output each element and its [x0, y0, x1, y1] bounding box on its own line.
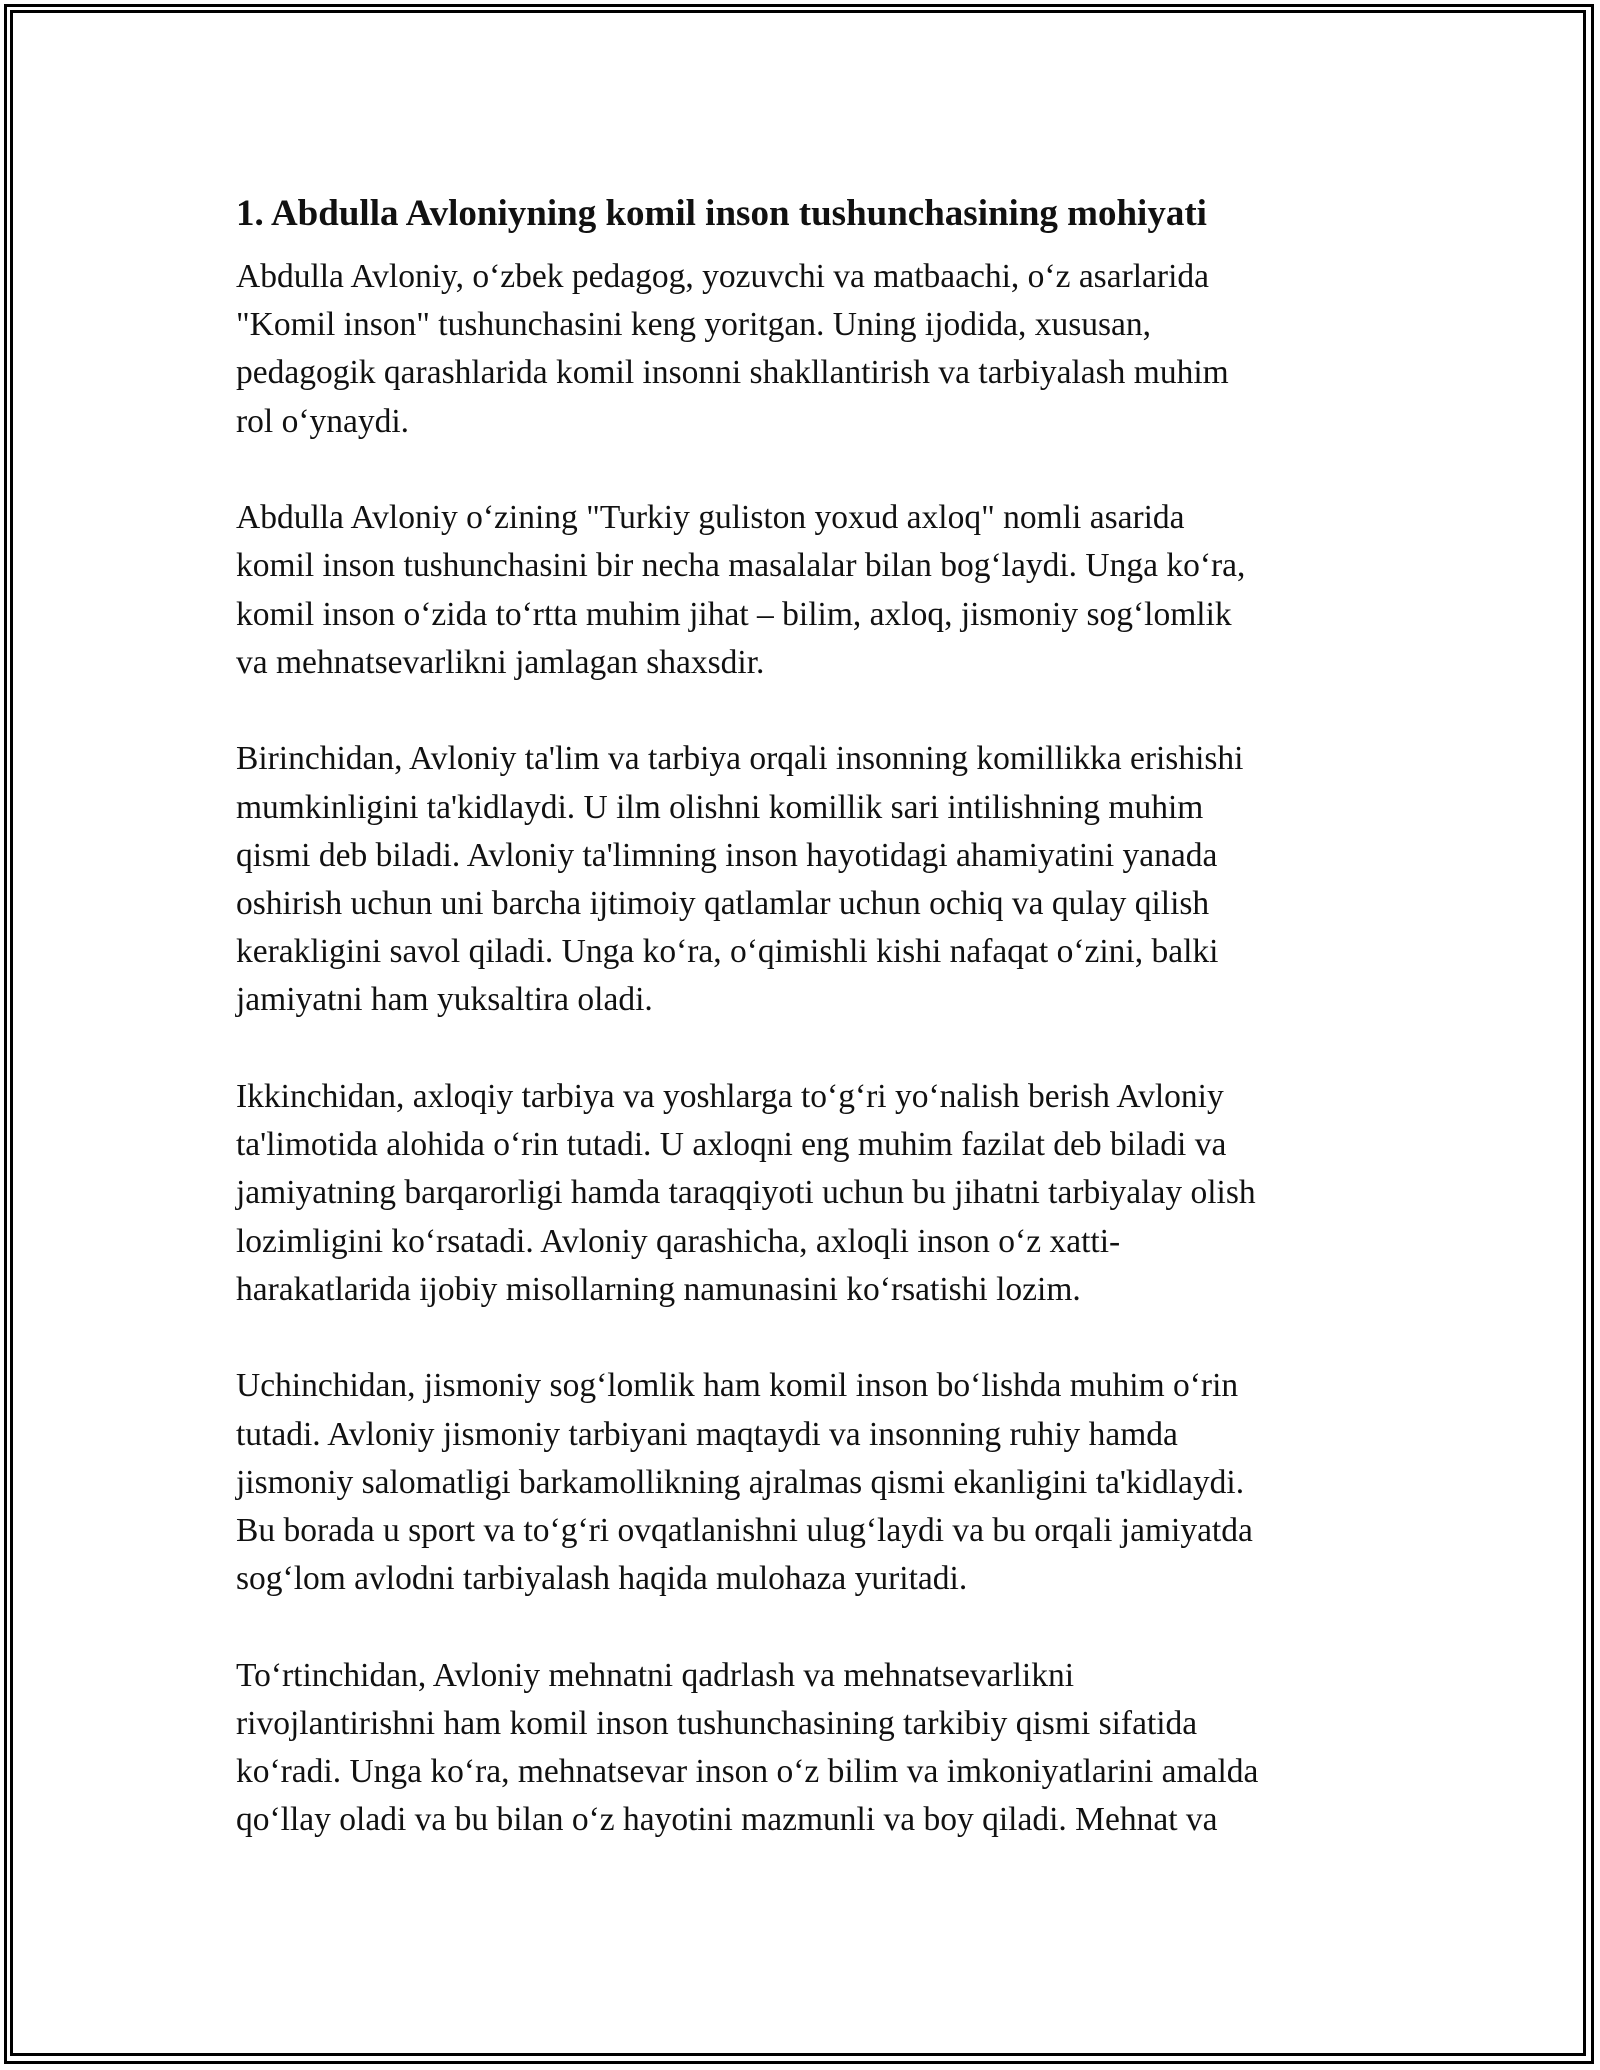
text-line: Uchinchidan, jismoniy sog‘lomlik ham komil inson bo‘lishda muhim o‘rin [236, 1367, 1239, 1405]
text-line: Birinchidan, Avloniy ta'lim va tarbiya orqali insonning komillikka erishishi [236, 740, 1244, 778]
paragraph-fourth-point [236, 1652, 1364, 1845]
text-line: Ikkinchidan, axloqiy tarbiya va yoshlarga to‘g‘ri yo‘nalish berish Avloniy [236, 1078, 1224, 1116]
text-line: tutadi. Avloniy jismoniy tarbiyani maqtaydi va insonning ruhiy hamda [236, 1415, 1178, 1453]
text-line: "Komil inson" tushunchasini keng yoritgan. Uning ijodida, xususan, [236, 306, 1152, 344]
paragraph-intro [236, 253, 1364, 446]
text-line: komil inson o‘zida to‘rtta muhim jihat – bilim, axloq, jismoniy sog‘lomlik [236, 595, 1232, 633]
text-line: qismi deb biladi. Avloniy ta'limning inson hayotidagi ahamiyatini yanada [236, 836, 1218, 874]
paragraph-third-point [236, 1362, 1364, 1603]
text-line: jamiyatni ham yuksaltira oladi. [236, 981, 653, 1019]
paragraph-second-point [236, 1073, 1364, 1314]
text-line: kerakligini savol qiladi. Unga ko‘ra, o‘qimishli kishi nafaqat o‘zini, balki [236, 933, 1219, 971]
text-line: lozimligini ko‘rsatadi. Avloniy qarashicha, axloqli inson o‘z xatti- [236, 1222, 1121, 1260]
text-line: sog‘lom avlodni tarbiyalash haqida mulohaza yuritadi. [236, 1560, 968, 1598]
text-line: Bu borada u sport va to‘g‘ri ovqatlanishni ulug‘laydi va bu orqali jamiyatda [236, 1512, 1253, 1550]
text-line: mumkinligini ta'kidlaydi. U ilm olishni komillik sari intilishning muhim [236, 788, 1204, 826]
paragraph-turkiy-guliston [236, 494, 1364, 687]
text-line: To‘rtinchidan, Avloniy mehnatni qadrlash va mehnatsevarlikni [236, 1656, 1075, 1694]
text-line: Abdulla Avloniy, o‘zbek pedagog, yozuvchi va matbaachi, o‘z asarlarida [236, 258, 1210, 295]
text-line: va mehnatsevarlikni jamlagan shaxsdir. [236, 643, 765, 681]
text-line: jismoniy salomatligi barkamollikning ajralmas qismi ekanligini ta'kidlaydi. [236, 1463, 1245, 1501]
document-body [236, 185, 1364, 1893]
text-line: rol o‘ynaydi. [236, 402, 410, 440]
text-line: Abdulla Avloniy o‘zining "Turkiy guliston yoxud axloq" nomli asarida [236, 499, 1185, 537]
text-line: oshirish uchun uni barcha ijtimoiy qatlamlar uchun ochiq va qulay qilish [236, 885, 1210, 923]
text-line: ko‘radi. Unga ko‘ra, mehnatsevar inson o‘z bilim va imkoniyatlarini amalda [236, 1753, 1259, 1791]
paragraph-first-point [236, 735, 1364, 1024]
text-line: ta'limotida alohida o‘rin tutadi. U axloqni eng muhim fazilat deb biladi va [236, 1126, 1227, 1164]
document-title: 1. Abdulla Avloniyning komil inson tushunchasining mohiyati [236, 193, 1207, 234]
text-line: komil inson tushunchasini bir necha masalalar bilan bog‘laydi. Unga ko‘ra, [236, 547, 1246, 585]
text-line: jamiyatning barqarorligi hamda taraqqiyoti uchun bu jihatni tarbiyalay olish [236, 1174, 1256, 1212]
text-line: qo‘llay oladi va bu bilan o‘z hayotini mazmunli va boy qiladi. Mehnat va [236, 1801, 1218, 1839]
text-line: harakatlarida ijobiy misollarning namunasini ko‘rsatishi lozim. [236, 1270, 1081, 1308]
text-line: pedagogik qarashlarida komil insonni shakllantirish va tarbiyalash muhim [236, 354, 1229, 392]
text-line: rivojlantirishni ham komil inson tushunchasining tarkibiy qismi sifatida [236, 1705, 1198, 1743]
